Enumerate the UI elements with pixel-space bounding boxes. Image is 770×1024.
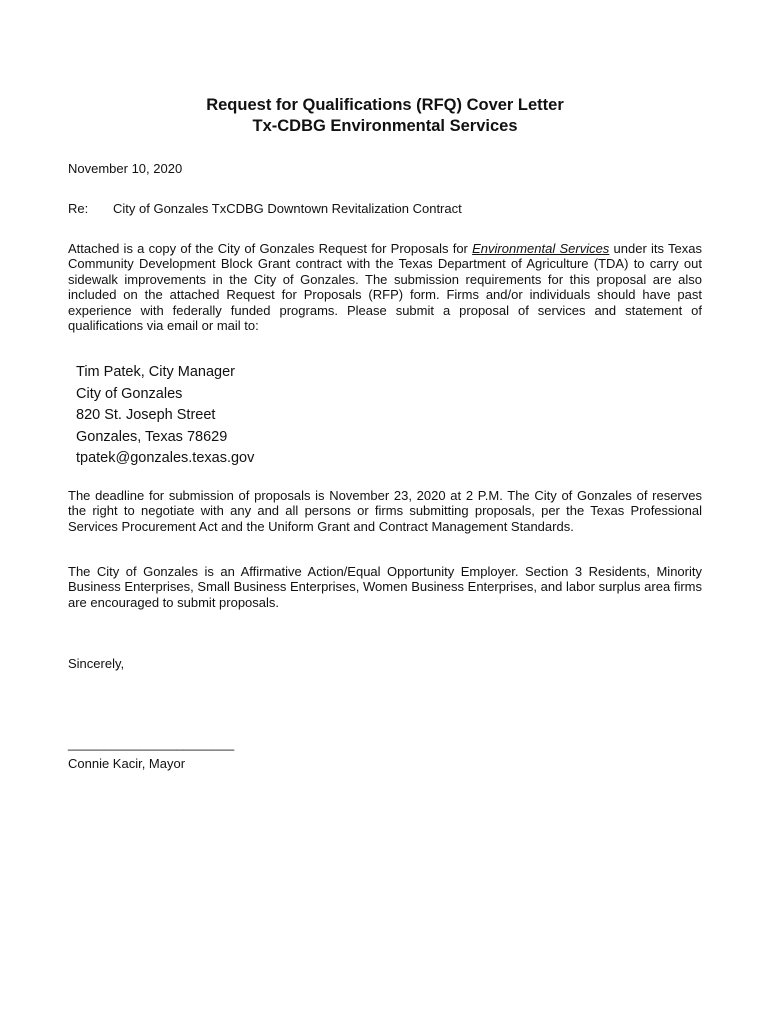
signer-name: Connie Kacir, Mayor: [68, 756, 186, 771]
re-subject: City of Gonzales TxCDBG Downtown Revitalization Contract: [113, 201, 462, 216]
closing: Sincerely,: [68, 656, 125, 671]
intro-paragraph: [68, 241, 702, 333]
intro-text-end: under its Texas Community Development Block Grant contract with the Texas Department of Agriculture (TDA) to carry out sidewalk improvements in the City of Gonzales. The submission requirements for this proposal are also included on the attached Request for Proposals (RFP) form. Firms and/or individuals should have past experience with federally funded programs. Please submit a proposal of services and statement of qualifications via email or mail to:: [68, 241, 702, 334]
address-street: 820 St. Joseph Street: [76, 407, 216, 423]
intro-text-start: Attached is a copy of the City of Gonzales Request for Proposals for: [68, 241, 473, 256]
environmental-services-emphasis: Environmental Services: [472, 241, 610, 256]
address-email: tpatek@gonzales.texas.gov: [76, 450, 255, 466]
document-title: Request for Qualifications (RFQ) Cover Letter: [206, 96, 564, 114]
equal-opportunity-paragraph: The City of Gonzales is an Affirmative Action/Equal Opportunity Employer. Section 3 Residents, Minority Business Enterprises, Small Business Enterprises, Women Business Enterprises, and labor surplus area firms are encouraged to submit proposals.: [68, 564, 702, 610]
signature-line: _______________________: [68, 736, 235, 751]
address-organization: City of Gonzales: [76, 385, 183, 402]
mailing-address-block: [76, 362, 254, 470]
re-label: Re:: [68, 201, 89, 216]
address-name: Tim Patek, City Manager: [76, 364, 236, 380]
address-city: Gonzales, Texas 78629: [76, 428, 228, 445]
letter-date: November 10, 2020: [68, 161, 183, 176]
deadline-paragraph: The deadline for submission of proposals is November 23, 2020 at 2 P.M. The City of Gonzales of reserves the right to negotiate with any and all persons or firms submitting proposals, per the Texas Professional Services Procurement Act and the Uniform Grant and Contract Management Standards.: [68, 488, 702, 534]
document-subtitle: Tx-CDBG Environmental Services: [252, 117, 518, 135]
